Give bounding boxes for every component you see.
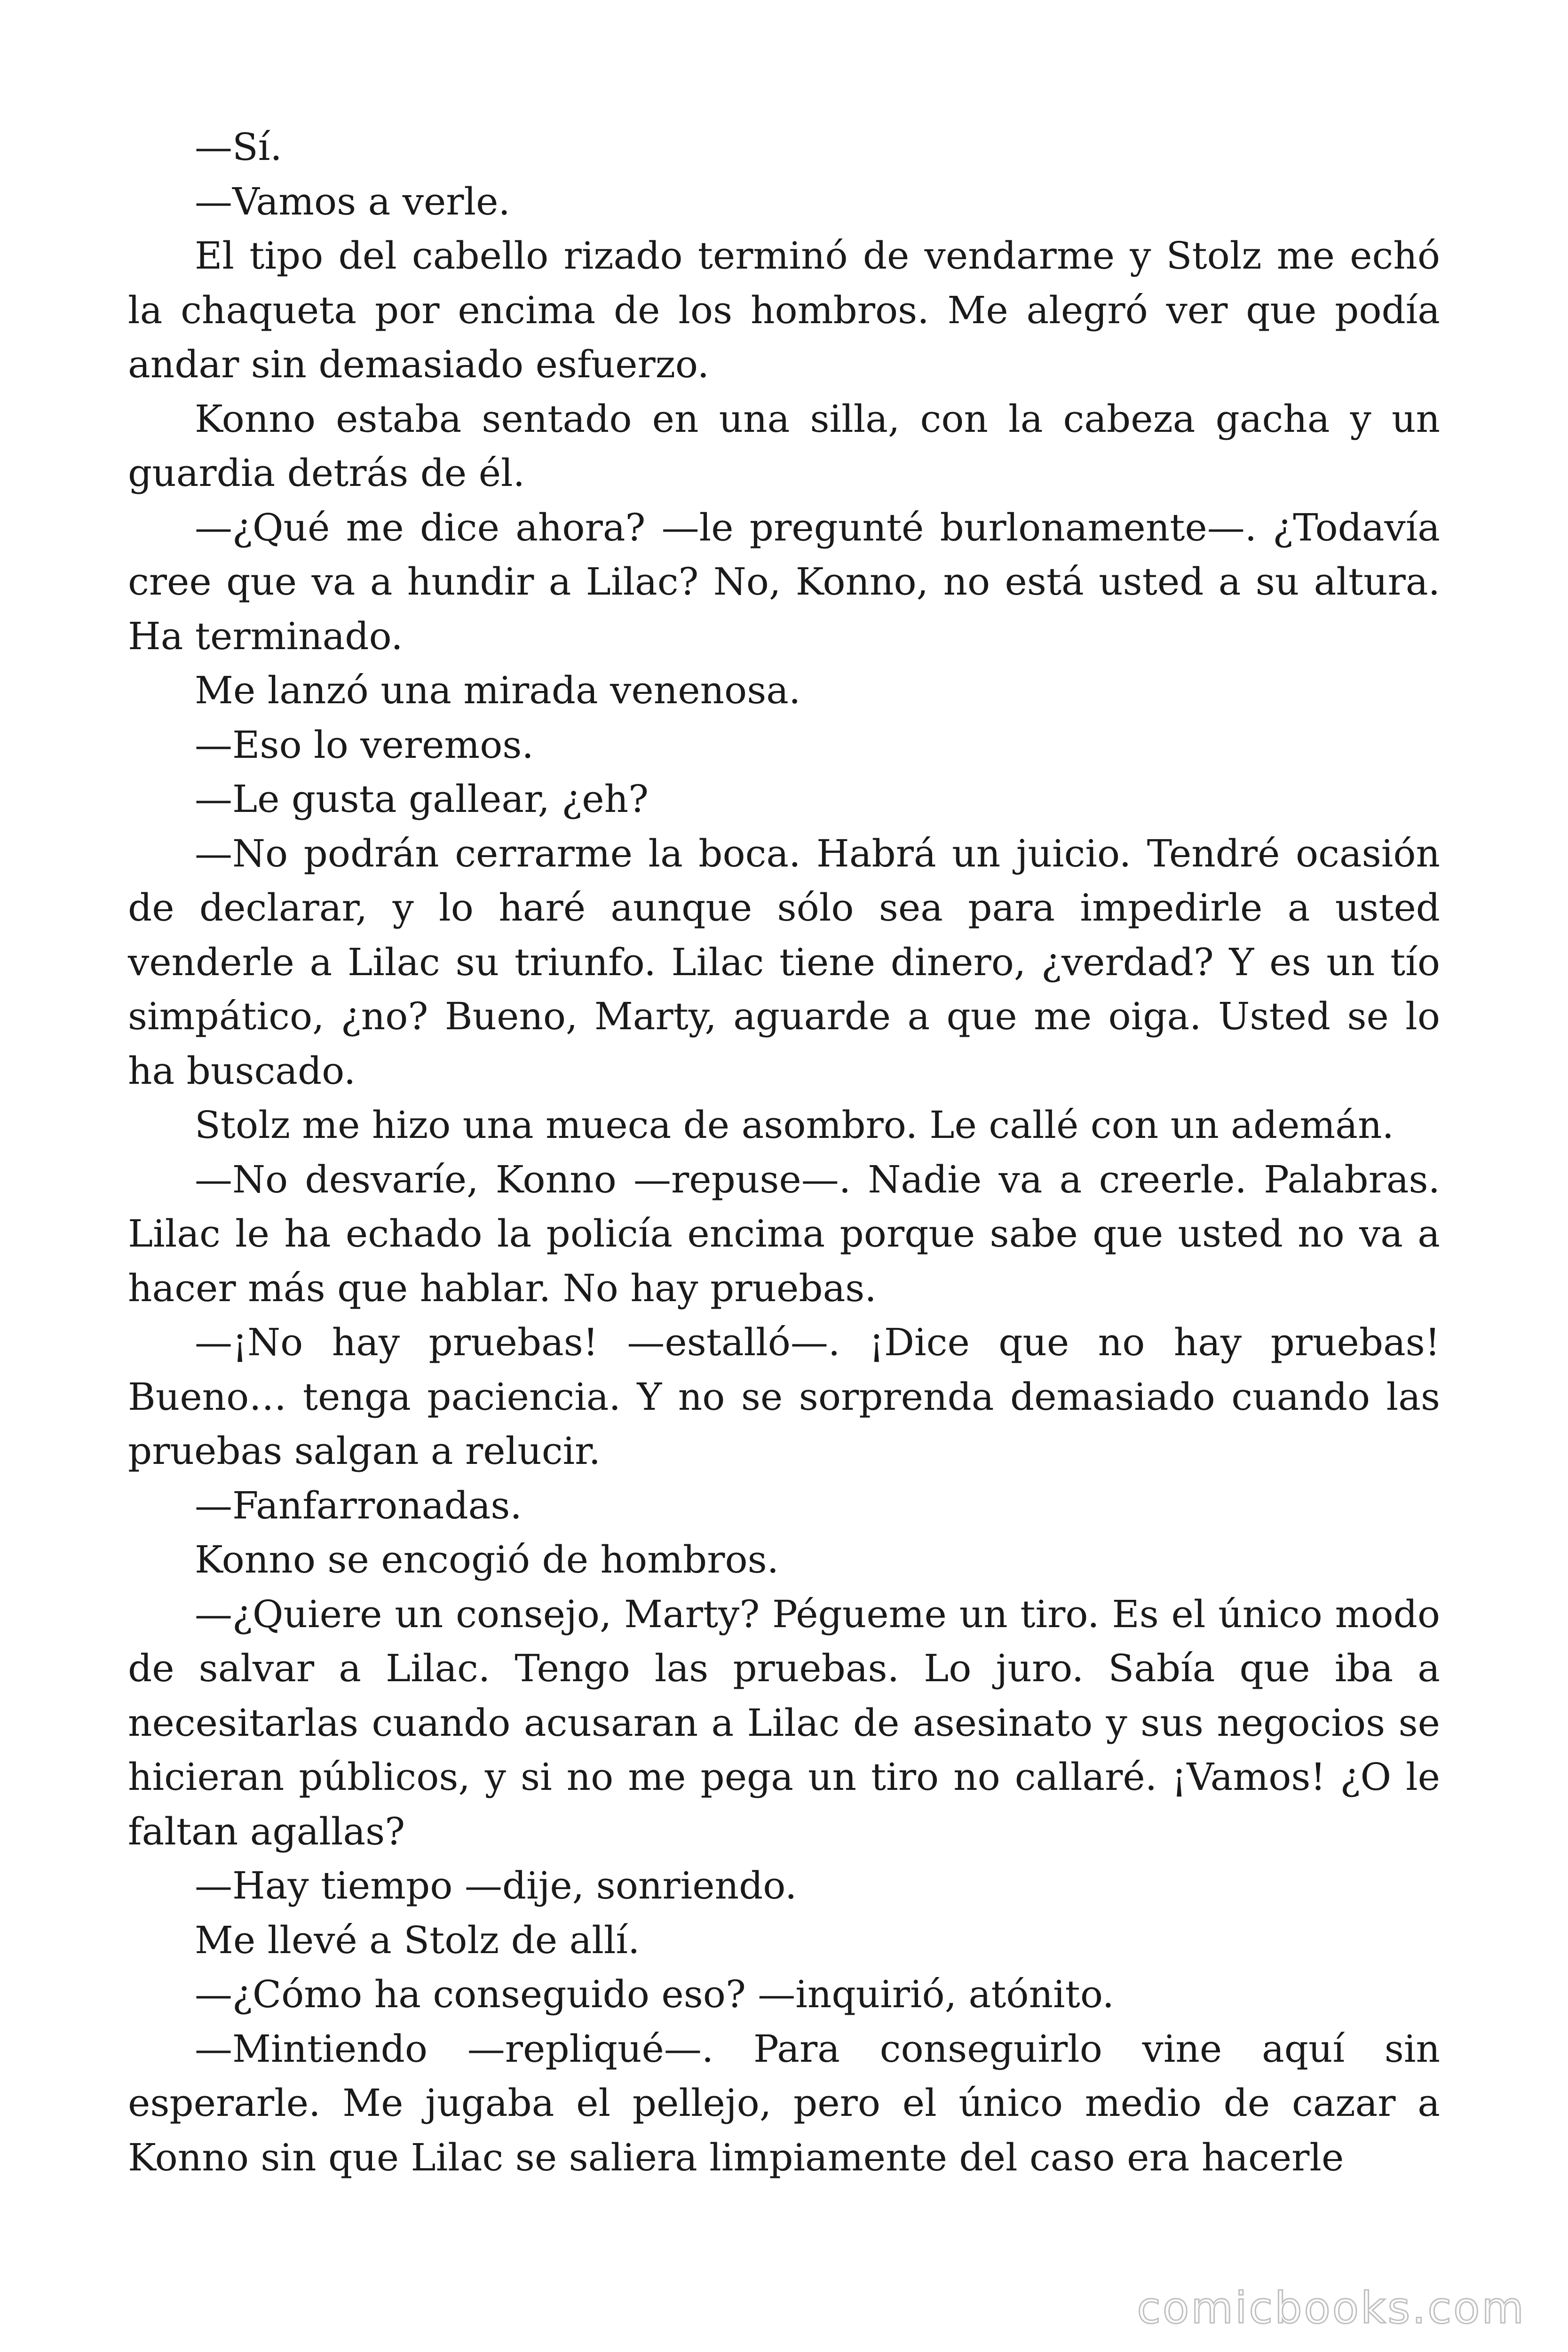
watermark: comicbooks.com: [1137, 2283, 1526, 2333]
paragraph: —Sí.: [195, 125, 282, 169]
paragraph: —No podrán cerrarme la boca. Habrá un juicio. Tendré ocasión de declarar, y lo haré aunque sólo sea para impedirle a usted venderle a Lilac su triunfo. Lilac tiene dinero, ¿verdad? Y es un tío simpático, ¿no? Bueno, Marty, aguarde a que me oiga. Usted se lo ha buscado.: [128, 831, 1440, 1093]
paragraph: Me llevé a Stolz de allí.: [195, 1918, 640, 1962]
paragraph: —¡No hay pruebas! —estalló—. ¡Dice que no hay pruebas! Bueno… tenga paciencia. Y no se sorprenda demasiado cuando las pruebas salgan a relucir.: [128, 1320, 1440, 1473]
paragraph: —¿Cómo ha conseguido eso? —inquirió, atónito.: [195, 1972, 1114, 2016]
paragraph: —Fanfarronadas.: [195, 1483, 522, 1527]
paragraph: Konno estaba sentado en una silla, con la cabeza gacha y un guardia detrás de él.: [128, 397, 1440, 495]
paragraph: —No desvaríe, Konno —repuse—. Nadie va a creerle. Palabras. Lilac le ha echado la policía encima porque sabe que usted no va a hacer más que hablar. No hay pruebas.: [128, 1157, 1440, 1310]
paragraph: —¿Qué me dice ahora? —le pregunté burlonamente—. ¿Todavía cree que va a hundir a Lilac? No, Konno, no está usted a su altura. Ha terminado.: [128, 505, 1440, 658]
book-page-text: [128, 120, 1440, 2185]
paragraph: El tipo del cabello rizado terminó de vendarme y Stolz me echó la chaqueta por encima de los hombros. Me alegró ver que podía andar sin demasiado esfuerzo.: [128, 234, 1440, 386]
paragraph: —Eso lo veremos.: [195, 723, 534, 767]
paragraph: —Vamos a verle.: [195, 179, 510, 223]
paragraph: Stolz me hizo una mueca de asombro. Le callé con un ademán.: [195, 1103, 1394, 1147]
paragraph: —Hay tiempo —dije, sonriendo.: [195, 1864, 797, 1907]
paragraph: Konno se encogió de hombros.: [195, 1538, 779, 1581]
paragraph: —Le gusta gallear, ¿eh?: [195, 777, 649, 821]
paragraph: Me lanzó una mirada venenosa.: [195, 668, 801, 712]
paragraph: —¿Quiere un consejo, Marty? Pégueme un tiro. Es el único modo de salvar a Lilac. Tengo las pruebas. Lo juro. Sabía que iba a necesitarlas cuando acusaran a Lilac de asesinato y sus negocios se hicieran públicos, y si no me pega un tiro no callaré. ¡Vamos! ¿O le faltan agallas?: [128, 1592, 1440, 1853]
paragraph: —Mintiendo —repliqué—. Para conseguirlo vine aquí sin esperarle. Me jugaba el pellejo, pero el único medio de cazar a Konno sin que Lilac se saliera limpiamente del caso era hacerle: [128, 2026, 1440, 2179]
